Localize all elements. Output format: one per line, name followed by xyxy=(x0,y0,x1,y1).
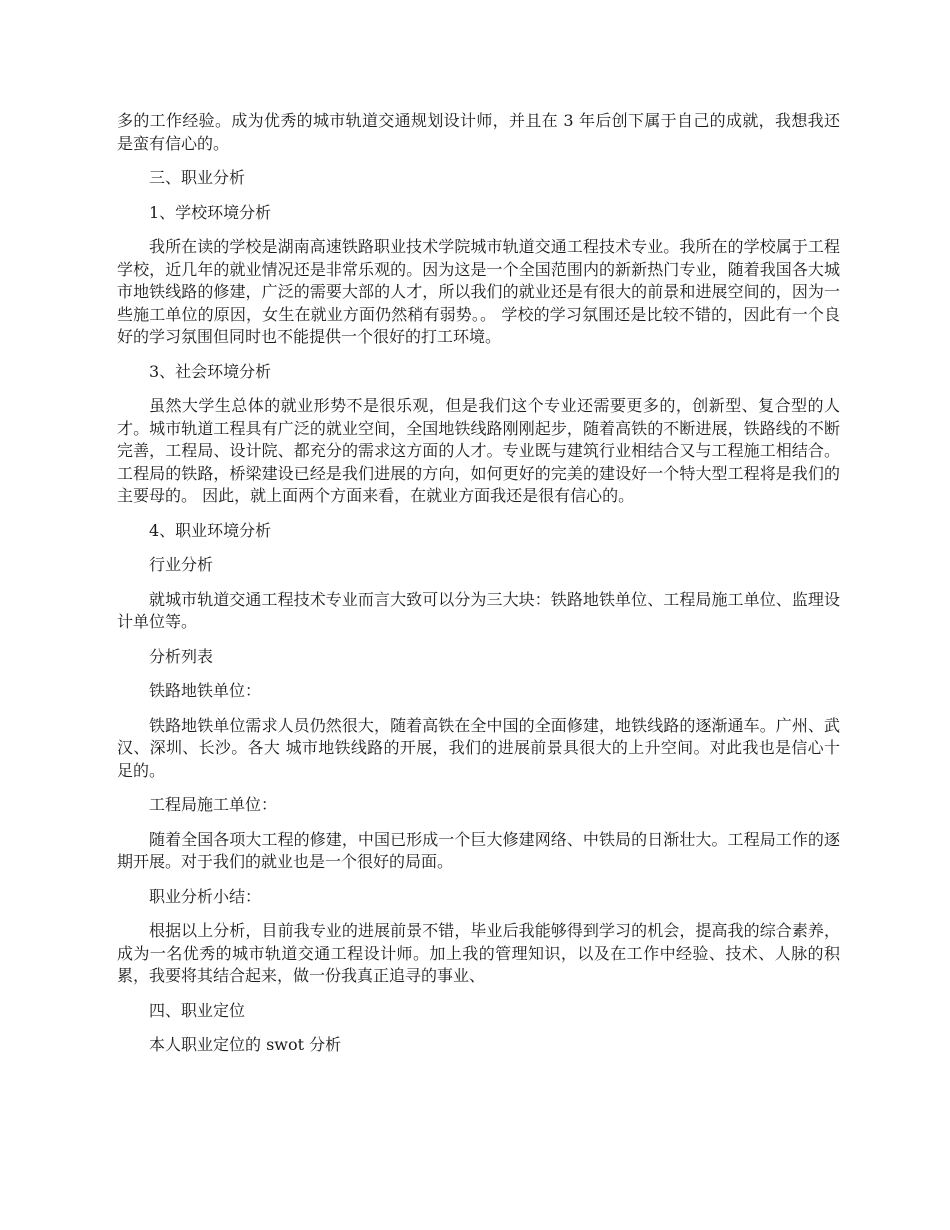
paragraph-social-environment: 虽然大学生总体的就业形势不是很乐观，但是我们这个专业还需要更多的，创新型、复合型的人才。城市轨道工程具有广泛的就业空间，全国地铁线路刚刚起步，随着高铁的不断进展，铁路线的不断完善，工程局、设计院、都充分的需求这方面的人才。专业既与建筑行业相结合又与工程施工相结合。工程局的铁路，桥梁建设已经是我们进展的方向，如何更好的完美的建设好一个特大型工程将是我们的主要母的。 因此，就上面两个方面来看，在就业方面我还是很有信心的。 xyxy=(117,396,840,505)
paragraph-railway-metro-units: 铁路地铁单位需求人员仍然很大，随着高铁在全中国的全面修建，地铁线路的逐渐通车。广州、武汉、深圳、长沙。各大 城市地铁线路的开展，我们的进展前景具很大的上升空间。对此我也是信心十足的。 xyxy=(117,715,840,780)
paragraph-construction-units: 随着全国各项大工程的修建，中国已形成一个巨大修建网络、中铁局的日渐壮大。工程局工作的逐期开展。对于我们的就业也是一个很好的局面。 xyxy=(117,829,840,871)
subheading-railway-metro-units: 铁路地铁单位： xyxy=(149,681,262,700)
subheading-swot-analysis: 本人职业定位的 swot 分析 xyxy=(149,1035,342,1054)
document-page xyxy=(117,110,840,1069)
subheading-construction-units: 工程局施工单位： xyxy=(149,795,278,814)
section-heading-career-analysis: 三、职业分析 xyxy=(149,168,246,187)
paragraph-intro: 多的工作经验。成为优秀的城市轨道交通规划设计师，并且在 3 年后创下属于自己的成就，我想我还是蛮有信心的。 xyxy=(117,111,840,153)
paragraph-industry-analysis: 就城市轨道交通工程技术专业而言大致可以分为三大块：铁路地铁单位、工程局施工单位、监理设计单位等。 xyxy=(117,589,840,631)
subheading-analysis-list: 分析列表 xyxy=(149,646,214,666)
subheading-career-environment: 4、职业环境分析 xyxy=(149,520,272,540)
subheading-school-environment: 1、学校环境分析 xyxy=(149,202,272,222)
paragraph-school-environment: 我所在读的学校是湖南高速铁路职业技术学院城市轨道交通工程技术专业。我所在的学校属于工程学校，近几年的就业情况还是非常乐观的。因为这是一个全国范围内的新新热门专业，随着我国各大城市地铁线路的修建，广泛的需要大部的人才，所以我们的就业还是有很大的前景和进展空间的，因为一些施工单位的原因，女生在就业方面仍然稍有弱势。。 学校的学习氛围还是比较不错的，因此有一个良好的学习氛围但同时也不能提供一个很好的打工环境。 xyxy=(117,237,840,346)
subheading-social-environment: 3、社会环境分析 xyxy=(149,361,272,381)
subheading-industry-analysis: 行业分析 xyxy=(149,555,214,574)
section-heading-career-positioning: 四、职业定位 xyxy=(149,1000,246,1020)
subheading-career-summary: 职业分析小结： xyxy=(149,886,262,906)
paragraph-career-summary: 根据以上分析，目前我专业的进展前景不错，毕业后我能够得到学习的机会，提高我的综合素养，成为一名优秀的城市轨道交通工程设计师。加上我的管理知识，以及在工作中经验、技术、人脉的积累，我要将其结合起来，做一份我真正追寻的事业、 xyxy=(117,921,840,985)
